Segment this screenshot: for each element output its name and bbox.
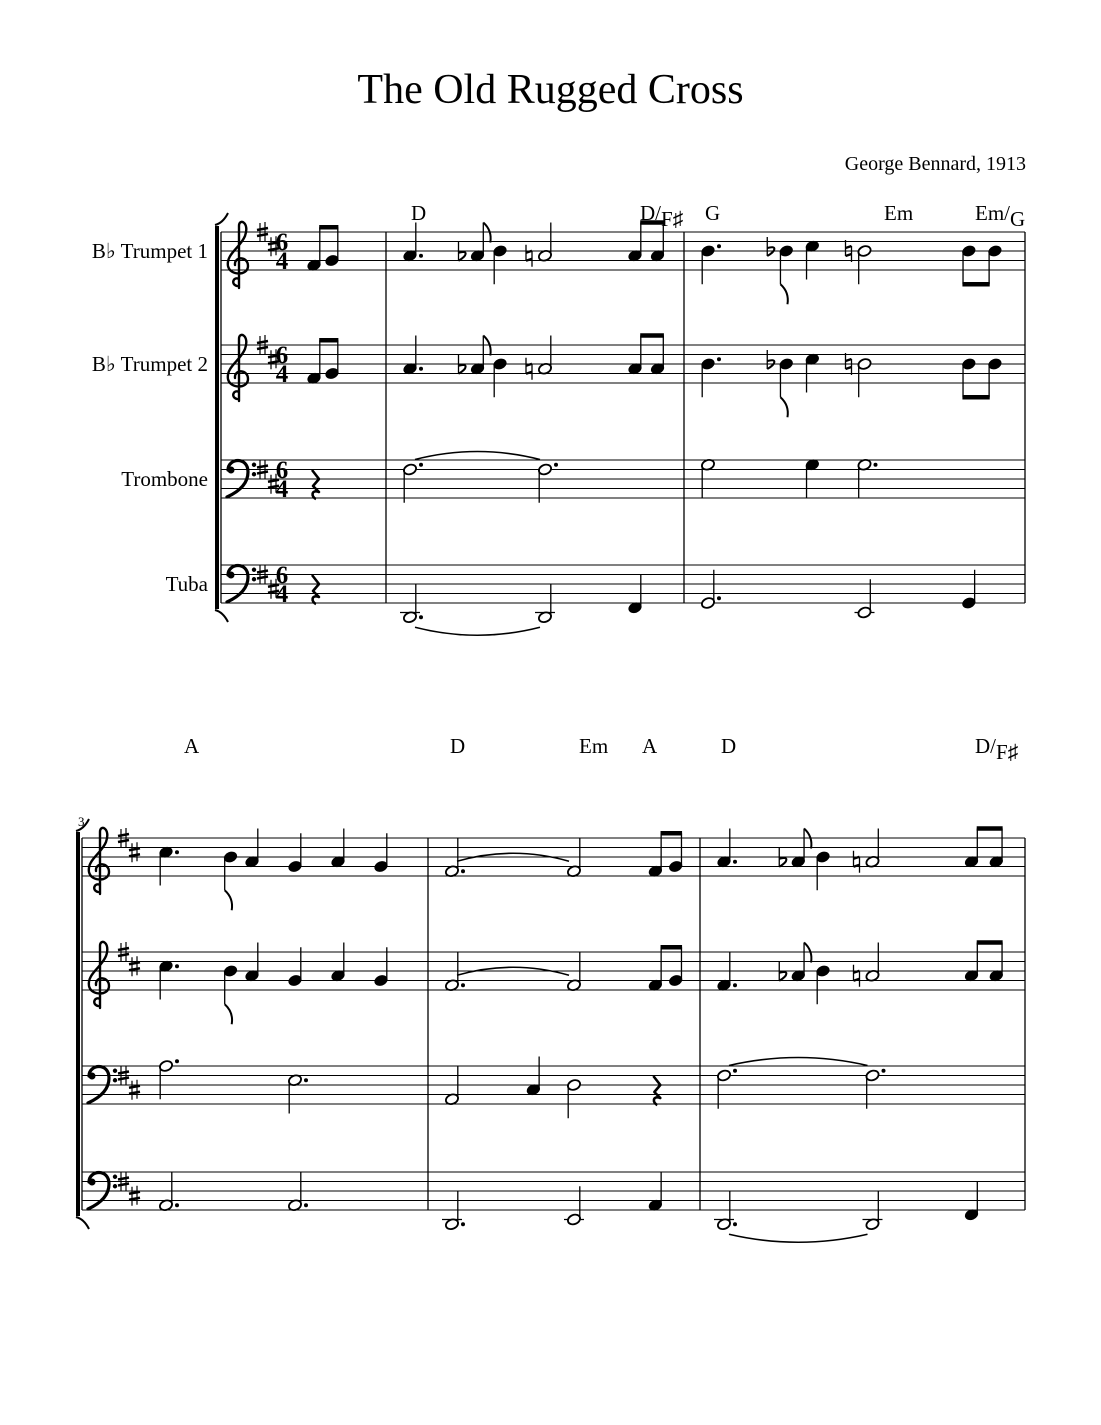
- time-signature-unit: 4: [275, 476, 289, 503]
- natural-icon: [854, 851, 860, 873]
- sharp-stroke: [118, 1178, 129, 1180]
- chord-symbol: [411, 201, 426, 225]
- sharp-stroke: [118, 1184, 129, 1186]
- chord-symbol: [975, 734, 1019, 764]
- natural-icon: [526, 358, 532, 380]
- chord-symbol: [721, 734, 736, 758]
- chord-root: D: [640, 201, 656, 225]
- flat-icon: [767, 350, 774, 369]
- natural-stroke: [846, 359, 852, 361]
- time-signature-unit: 4: [275, 581, 289, 608]
- augmentation-dot: [717, 244, 721, 248]
- bass-clef-dot: [228, 572, 235, 579]
- flat-stroke: [459, 365, 466, 374]
- natural-stroke: [846, 246, 852, 248]
- augmentation-dot: [175, 964, 179, 968]
- instrument-label: B♭ Trumpet 1: [91, 239, 208, 263]
- sharp-icon: [129, 1080, 140, 1100]
- sharp-icon: [129, 1186, 140, 1206]
- augmentation-dot: [175, 1059, 179, 1063]
- bass-clef-dot: [252, 568, 256, 572]
- quarter-rest-icon: [312, 470, 319, 499]
- chord-symbol: [884, 201, 913, 225]
- sharp-stroke: [129, 1092, 140, 1094]
- augmentation-dot: [419, 367, 423, 371]
- measure-number: 3: [78, 814, 85, 829]
- quarter-rest-icon: [312, 575, 319, 604]
- chord-root: A: [184, 734, 200, 758]
- bass-clef-dot: [113, 1078, 117, 1082]
- sharp-stroke: [129, 848, 140, 850]
- augmentation-dot: [419, 463, 423, 467]
- bracket-hook: [215, 610, 228, 622]
- natural-icon: [854, 965, 860, 987]
- score-title: The Old Rugged Cross: [357, 67, 744, 113]
- augmentation-dot: [733, 1069, 737, 1073]
- augmentation-dot: [461, 869, 465, 873]
- augmentation-dot: [461, 983, 465, 987]
- natural-stroke: [846, 254, 852, 256]
- sharp-stroke: [257, 234, 268, 236]
- sharp-stroke: [129, 1086, 140, 1088]
- chord-symbol: [705, 201, 720, 225]
- sharp-stroke: [129, 962, 140, 964]
- bracket-hook: [76, 1217, 89, 1229]
- chord-root: A: [642, 734, 658, 758]
- chord-symbol: [975, 201, 1025, 231]
- flat-stroke: [459, 252, 466, 261]
- chord-root: D: [721, 734, 737, 758]
- augmentation-dot: [717, 357, 721, 361]
- augmentation-dot: [419, 254, 423, 258]
- chord-symbol: [184, 734, 200, 758]
- bass-clef-dot: [113, 1069, 117, 1073]
- sharp-stroke: [129, 968, 140, 970]
- sharp-stroke: [129, 854, 140, 856]
- chord-symbol: [450, 734, 465, 758]
- chord-root: D: [975, 734, 991, 758]
- augmentation-dot: [874, 463, 878, 467]
- augmentation-dot: [733, 1222, 737, 1226]
- sharp-icon: [129, 842, 140, 862]
- flag: [780, 284, 787, 304]
- chord-slash: /: [990, 734, 997, 758]
- bass-clef-dot: [113, 1184, 117, 1188]
- instrument-label: Tuba: [165, 572, 208, 596]
- quarter-rest-icon: [653, 1076, 660, 1105]
- chord-bass: G: [1010, 207, 1026, 231]
- chord-root: Em: [884, 201, 914, 225]
- time-signature-beats: 6: [275, 562, 289, 589]
- flat-stroke: [779, 972, 786, 981]
- augmentation-dot: [304, 1078, 308, 1082]
- augmentation-dot: [554, 463, 558, 467]
- chord-symbol: [642, 734, 658, 758]
- composer-credit: George Bennard, 1913: [844, 153, 1026, 175]
- sharp-icon: [129, 956, 140, 976]
- instrument-label: Trombone: [121, 467, 208, 491]
- chord-root: G: [705, 201, 721, 225]
- tie: [729, 1058, 868, 1066]
- sharp-stroke: [118, 840, 129, 842]
- augmentation-dot: [175, 1203, 179, 1207]
- sharp-stroke: [118, 1078, 129, 1080]
- time-signature-unit: 4: [275, 248, 289, 275]
- sharp-stroke: [257, 577, 268, 579]
- flag: [225, 890, 232, 910]
- chord-slash: /: [655, 201, 662, 225]
- sharp-stroke: [257, 341, 268, 343]
- instrument-label: B♭ Trumpet 2: [91, 352, 208, 376]
- bass-clef-dot: [89, 1073, 96, 1080]
- sharp-stroke: [257, 472, 268, 474]
- sharp-stroke: [118, 954, 129, 956]
- chord-bass: F♯: [996, 740, 1019, 764]
- tie: [415, 452, 540, 460]
- augmentation-dot: [882, 1069, 886, 1073]
- chord-root: Em: [579, 734, 609, 758]
- bass-clef-dot: [89, 1179, 96, 1186]
- flat-stroke: [767, 247, 774, 256]
- flat-stroke: [779, 858, 786, 867]
- chord-symbol: [579, 734, 608, 758]
- bass-clef-dot: [228, 467, 235, 474]
- flat-stroke: [767, 360, 774, 369]
- sharp-stroke: [129, 1198, 140, 1200]
- sharp-stroke: [118, 834, 129, 836]
- bass-clef-dot: [252, 463, 256, 467]
- sharp-stroke: [257, 347, 268, 349]
- time-signature-beats: 6: [275, 229, 289, 256]
- bass-clef-dot: [252, 577, 256, 581]
- sharp-stroke: [118, 1072, 129, 1074]
- augmentation-dot: [733, 860, 737, 864]
- bracket-hook: [215, 213, 228, 225]
- tie: [729, 1234, 868, 1242]
- tie: [415, 627, 540, 635]
- sharp-stroke: [257, 466, 268, 468]
- sharp-stroke: [118, 948, 129, 950]
- augmentation-dot: [419, 615, 423, 619]
- sharp-stroke: [257, 571, 268, 573]
- augmentation-dot: [304, 1203, 308, 1207]
- flat-icon: [767, 237, 774, 256]
- flag: [780, 397, 787, 417]
- chord-root: D: [450, 734, 466, 758]
- augmentation-dot: [461, 1222, 465, 1226]
- chord-root: D: [411, 201, 427, 225]
- chord-root: Em: [975, 201, 1005, 225]
- sharp-stroke: [129, 1192, 140, 1194]
- chord-slash: /: [1004, 201, 1011, 225]
- flag: [225, 1004, 232, 1024]
- natural-stroke: [846, 367, 852, 369]
- chord-symbol: [640, 201, 684, 231]
- sharp-stroke: [257, 228, 268, 230]
- bass-clef-dot: [113, 1175, 117, 1179]
- chord-bass: F♯: [661, 207, 684, 231]
- augmentation-dot: [717, 596, 721, 600]
- bass-clef-dot: [252, 472, 256, 476]
- time-signature-beats: 6: [275, 457, 289, 484]
- augmentation-dot: [733, 983, 737, 987]
- time-signature-unit: 4: [275, 361, 289, 388]
- natural-icon: [526, 245, 532, 267]
- time-signature-beats: 6: [275, 342, 289, 369]
- augmentation-dot: [175, 850, 179, 854]
